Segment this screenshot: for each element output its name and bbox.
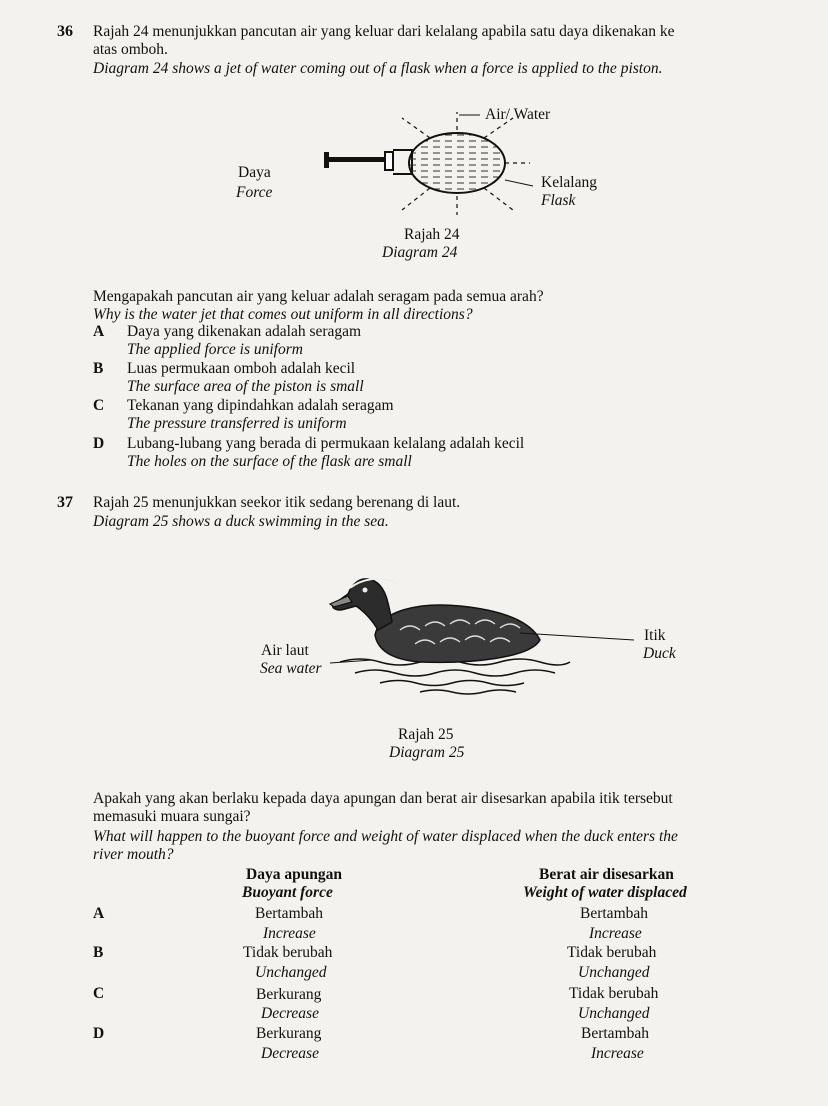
diagram-25 — [0, 540, 828, 710]
q37-question-ms-line1: Apakah yang akan berlaku kepada daya apungan dan berat air disesarkan apabila itik tersebut — [93, 790, 673, 807]
q36-question-ms: Mengapakah pancutan air yang keluar adalah seragam pada semua arah? — [93, 288, 544, 305]
q36-stem-ms-line1: Rajah 24 menunjukkan pancutan air yang keluar dari kelalang apabila satu daya dikenakan ke — [93, 23, 675, 40]
label-sea-water: Sea water — [260, 660, 322, 677]
weight-displaced-ms: Tidak berubah — [569, 985, 659, 1002]
option-letter: C — [93, 397, 105, 414]
label-air-water: Air/ Water — [485, 106, 551, 123]
col1-header-ms: Daya apungan — [246, 866, 343, 883]
label-air-laut: Air laut — [261, 642, 309, 659]
caption-diagram-25: Diagram 25 — [389, 744, 465, 761]
label-duck: Duck — [643, 645, 676, 662]
flask-body — [409, 133, 505, 193]
q36-number: 36 — [57, 23, 73, 40]
option-text-ms: Luas permukaan omboh adalah kecil — [127, 360, 356, 377]
buoyant-force-ms: Tidak berubah — [243, 944, 333, 961]
option-text-en: The surface area of the piston is small — [127, 378, 364, 395]
q36-stem-ms-line2: atas omboh. — [93, 41, 168, 58]
option-text-ms: Tekanan yang dipindahkan adalah seragam — [127, 397, 394, 414]
weight-displaced-ms: Tidak berubah — [567, 944, 657, 961]
option-letter: B — [93, 944, 104, 961]
q37-question-en-line1: What will happen to the buoyant force and weight of water displaced when the duck enters the — [93, 828, 678, 845]
option-letter: A — [93, 905, 105, 922]
caption-diagram-24: Diagram 24 — [382, 244, 458, 261]
option-text-ms: Lubang-lubang yang berada di permukaan kelalang adalah kecil — [127, 435, 525, 452]
label-force: Force — [236, 184, 273, 201]
label-kelalang: Kelalang — [541, 174, 597, 191]
flask-leader — [505, 180, 533, 186]
buoyant-force-ms: Berkurang — [256, 1025, 322, 1042]
label-daya: Daya — [238, 164, 271, 181]
weight-displaced-en: Unchanged — [578, 964, 650, 981]
option-letter: B — [93, 360, 104, 377]
weight-displaced-en: Increase — [589, 925, 642, 942]
duck-body — [375, 605, 540, 662]
weight-displaced-en: Unchanged — [578, 1005, 650, 1022]
option-text-en: The holes on the surface of the flask are small — [127, 453, 412, 470]
buoyant-force-en: Unchanged — [255, 964, 327, 981]
buoyant-force-en: Decrease — [261, 1045, 319, 1062]
option-text-en: The pressure transferred is uniform — [127, 415, 347, 432]
weight-displaced-ms: Bertambah — [580, 905, 649, 922]
weight-displaced-en: Increase — [591, 1045, 644, 1062]
piston — [324, 150, 412, 174]
sea-water-leader — [330, 660, 372, 663]
buoyant-force-ms: Berkurang — [256, 986, 322, 1003]
buoyant-force-en: Decrease — [261, 1005, 319, 1022]
q36-question-en: Why is the water jet that comes out uniform in all directions? — [93, 306, 473, 323]
option-letter: C — [93, 985, 105, 1002]
label-flask: Flask — [541, 192, 576, 209]
col1-header-en: Buoyant force — [242, 884, 333, 901]
q37-question-ms-line2: memasuki muara sungai? — [93, 808, 251, 825]
q37-question-en-line2: river mouth? — [93, 846, 174, 863]
q36-stem-en: Diagram 24 shows a jet of water coming out of a flask when a force is applied to the piston. — [93, 60, 663, 77]
option-text-ms: Daya yang dikenakan adalah seragam — [127, 323, 362, 340]
label-itik: Itik — [644, 627, 666, 644]
sea-water — [340, 659, 570, 694]
col2-header-en: Weight of water displaced — [523, 884, 687, 901]
col2-header-ms: Berat air disesarkan — [539, 866, 674, 883]
option-letter: A — [93, 323, 105, 340]
option-letter: D — [93, 1025, 105, 1042]
option-text-en: The applied force is uniform — [127, 341, 303, 358]
option-letter: D — [93, 435, 105, 452]
caption-rajah-25: Rajah 25 — [398, 726, 454, 743]
q37-stem-en: Diagram 25 shows a duck swimming in the sea. — [93, 513, 389, 530]
buoyant-force-en: Increase — [263, 925, 316, 942]
q37-number: 37 — [57, 494, 73, 511]
caption-rajah-24: Rajah 24 — [404, 226, 460, 243]
buoyant-force-ms: Bertambah — [255, 905, 324, 922]
weight-displaced-ms: Bertambah — [581, 1025, 650, 1042]
q37-stem-ms: Rajah 25 menunjukkan seekor itik sedang berenang di laut. — [93, 494, 461, 511]
